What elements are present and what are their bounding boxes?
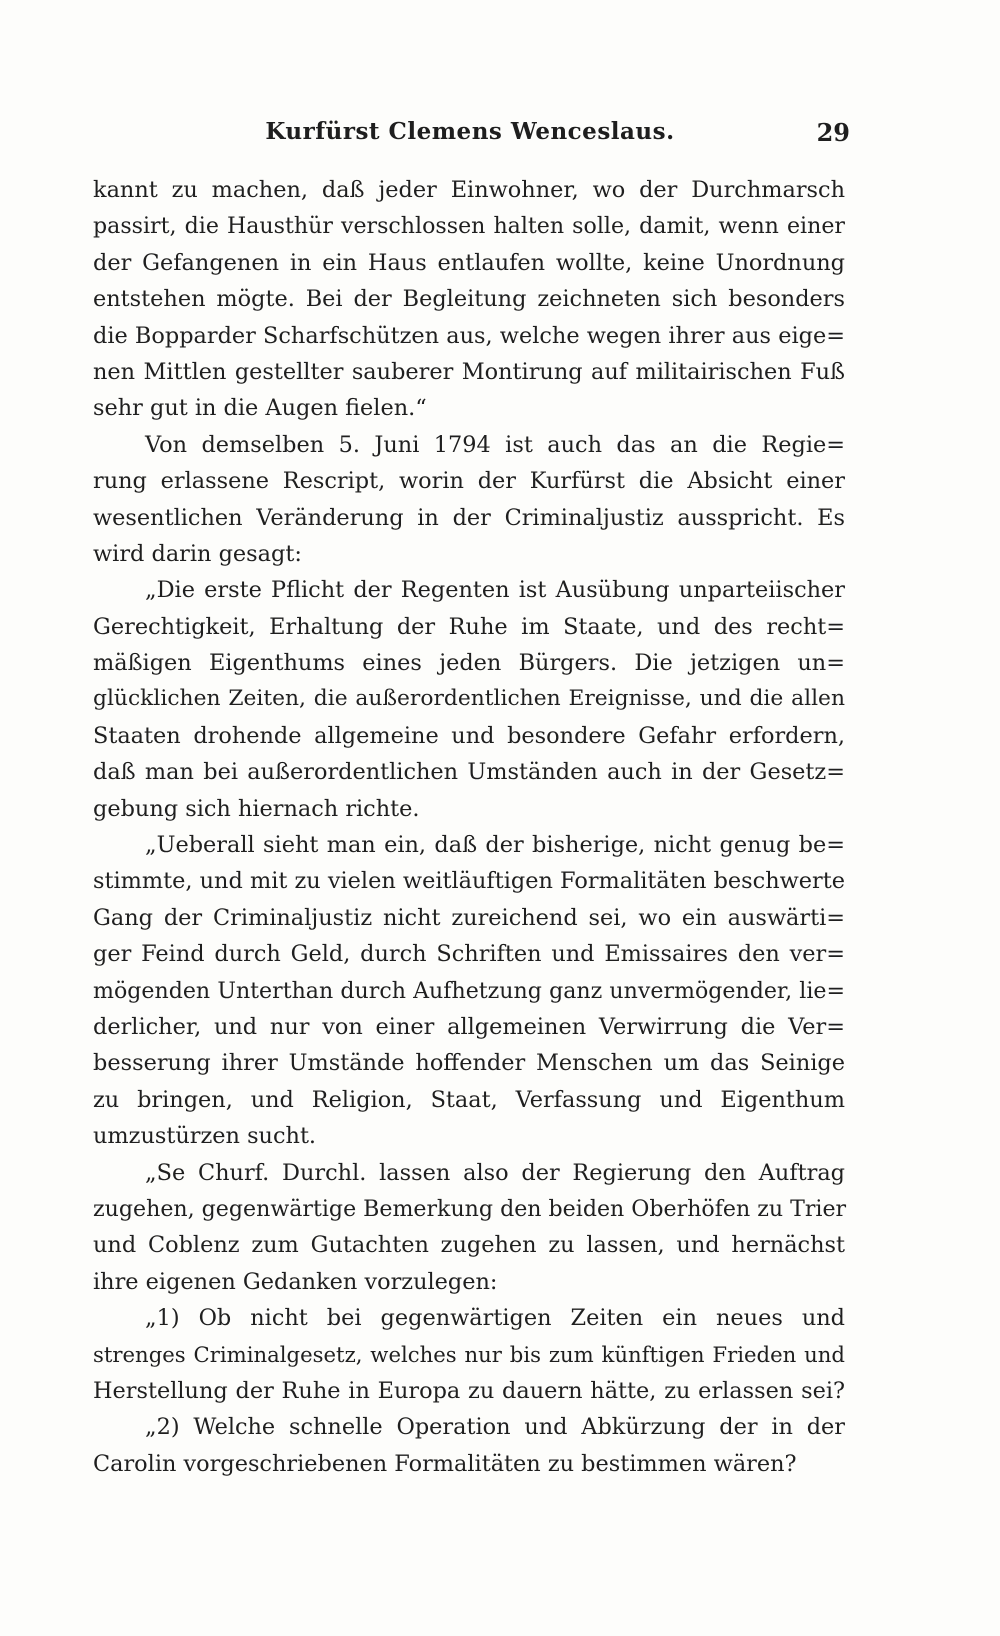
text-line: gebung sich hiernach richte. (93, 795, 420, 822)
body-text (93, 172, 845, 1482)
text-line: „Die erste Pflicht der Regenten ist Ausübung unparteiischer (145, 577, 845, 604)
text-line: kannt zu machen, daß jeder Einwohner, wo der Durchmarsch (93, 177, 845, 203)
text-line: „1) Ob nicht bei gegenwärtigen Zeiten ein neues und (145, 1305, 845, 1332)
text-line: Von demselben 5. Juni 1794 ist auch das an die Regie= (145, 431, 845, 458)
text-line: mäßigen Eigenthums eines jeden Bürgers. Die jetzigen un= (93, 650, 845, 677)
text-line: die Bopparder Scharfschützen aus, welche wegen ihrer aus eige= (93, 322, 845, 349)
text-line: mögenden Unterthan durch Aufhetzung ganz unvermögender, lie= (93, 977, 845, 1004)
text-line: Herstellung der Ruhe in Europa zu dauern hätte, zu erlassen sei? (93, 1377, 845, 1404)
page-title: Kurfürst Clemens Wenceslaus. (265, 118, 675, 145)
text-line: zugehen, gegenwärtige Bemerkung den beiden Oberhöfen zu Trier (93, 1195, 847, 1222)
text-line: passirt, die Hausthür verschlossen halten solle, damit, wenn einer (93, 213, 845, 240)
text-line: glücklichen Zeiten, die außerordentlichen Ereignisse, und die allen (93, 686, 845, 712)
text-line: nen Mittlen gestellter sauberer Montirung auf militairischen Fuß (93, 358, 845, 385)
text-line: ihre eigenen Gedanken vorzulegen: (93, 1268, 498, 1295)
text-line: entstehen mögte. Bei der Begleitung zeichneten sich besonders (93, 286, 845, 313)
page-number: 29 (816, 118, 850, 147)
text-line: zu bringen, und Religion, Staat, Verfassung und Eigenthum (93, 1086, 845, 1113)
text-line: stimmte, und mit zu vielen weitläuftigen Formalitäten beschwerte (93, 868, 845, 895)
text-line: Carolin vorgeschriebenen Formalitäten zu bestimmen wären? (93, 1450, 797, 1477)
text-line: der Gefangenen in ein Haus entlaufen wollte, keine Unordnung (93, 249, 845, 276)
text-line: rung erlassene Rescript, worin der Kurfürst die Absicht einer (93, 468, 845, 495)
text-line: Gerechtigkeit, Erhaltung der Ruhe im Staate, und des recht= (93, 613, 845, 640)
text-line: sehr gut in die Augen fielen.“ (93, 395, 427, 422)
text-line: wird darin gesagt: (93, 540, 302, 567)
text-line: „2) Welche schnelle Operation und Abkürzung der in der (145, 1414, 845, 1441)
text-line: daß man bei außerordentlichen Umständen auch in der Gesetz= (93, 759, 845, 786)
text-line: umzustürzen sucht. (93, 1123, 317, 1150)
text-line: strenges Criminalgesetz, welches nur bis zum künftigen Frieden und (93, 1341, 845, 1367)
text-line: und Coblenz zum Gutachten zugehen zu lassen, und hernächst (93, 1232, 845, 1259)
text-line: derlicher, und nur von einer allgemeinen Verwirrung die Ver= (93, 1013, 845, 1040)
text-line: wesentlichen Veränderung in der Criminaljustiz ausspricht. Es (93, 504, 845, 531)
running-head (90, 118, 850, 158)
text-line: Staaten drohende allgemeine und besondere Gefahr erfordern, (93, 722, 845, 749)
text-line: „Ueberall sieht man ein, daß der bisherige, nicht genug be= (145, 832, 845, 859)
text-line: „Se Churf. Durchl. lassen also der Regierung den Auftrag (145, 1159, 845, 1186)
text-line: ger Feind durch Geld, durch Schriften und Emissaires den ver= (93, 941, 845, 968)
text-line: besserung ihrer Umstände hoffender Menschen um das Seinige (93, 1050, 845, 1077)
text-line: Gang der Criminaljustiz nicht zureichend sei, wo ein auswärti= (93, 904, 845, 931)
